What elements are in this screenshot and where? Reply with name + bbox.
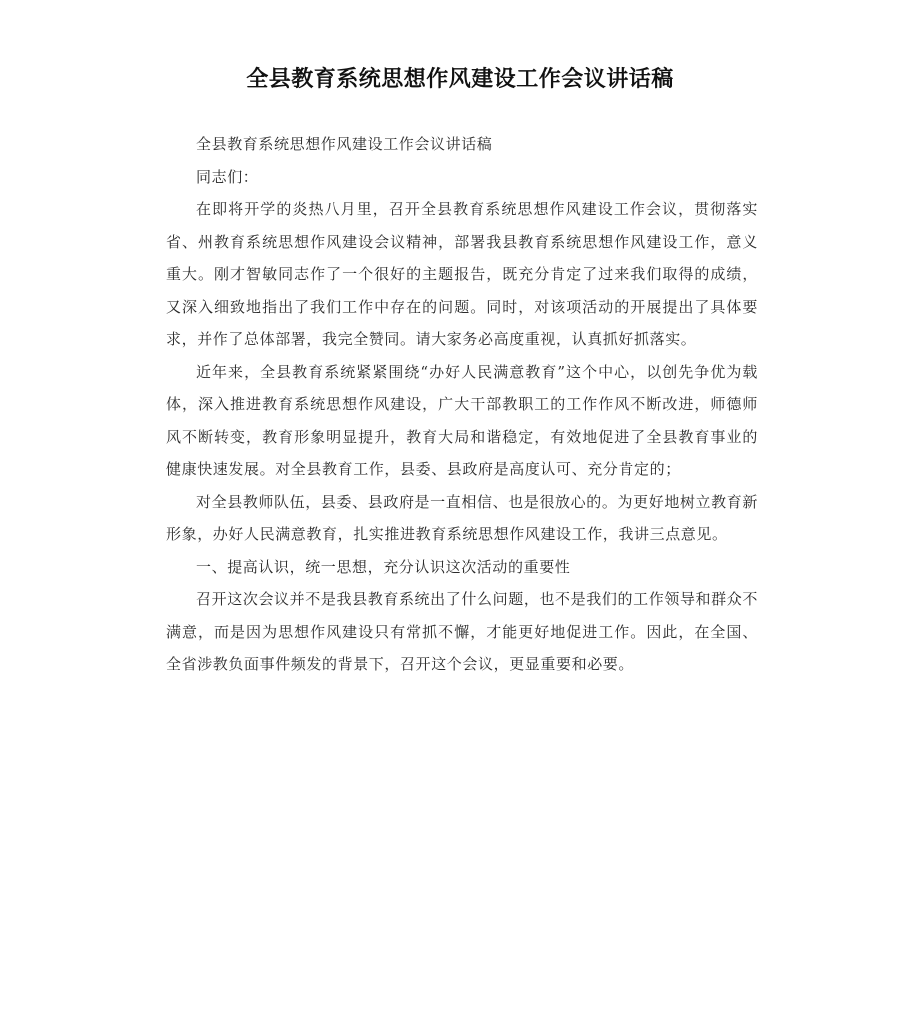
paragraph-teacher-team: 对全县教师队伍，县委、县政府是一直相信、也是很放心的。为更好地树立教育新形象，办好人民满意教育，扎实推进教育系统思想作风建设工作，我讲三点意见。: [166, 492, 758, 543]
paragraph-salutation: 同志们：: [196, 167, 259, 186]
paragraph-subtitle: 全县教育系统思想作风建设工作会议讲话稿: [196, 135, 493, 153]
document-body: [166, 128, 758, 681]
section-heading-one: 一、提高认识，统一思想，充分认识这次活动的重要性: [196, 557, 571, 576]
paragraph-meeting-reason: 召开这次会议并不是我县教育系统出了什么问题，也不是我们的工作领导和群众不满意，而是因为思想作风建设只有常抓不懈，才能更好地促进工作。因此，在全国、全省涉教负面事件频发的背景下，召开这个会议，更显重要和必要。: [166, 590, 758, 673]
paragraph-recent-years: 近年来，全县教育系统紧紧围绕“办好人民满意教育”这个中心，以创先争优为载体，深入推进教育系统思想作风建设，广大干部教职工的工作作风不断改进，师德师风不断转变，教育形象明显提升，教育大局和谐稳定，有效地促进了全县教育事业的健康快速发展。对全县教育工作，县委、县政府是高度认可、充分肯定的；: [166, 362, 758, 478]
paragraph-opening: 在即将开学的炎热八月里，召开全县教育系统思想作风建设工作会议，贯彻落实省、州教育系统思想作风建设会议精神，部署我县教育系统思想作风建设工作，意义重大。刚才智敏同志作了一个很好的主题报告，既充分肯定了过来我们取得的成绩，又深入细致地指出了我们工作中存在的问题。同时，对该项活动的开展提出了具体要求，并作了总体部署，我完全赞同。请大家务必高度重视，认真抓好抓落实。: [166, 200, 758, 348]
document-title: 全县教育系统思想作风建设工作会议讲话稿: [246, 67, 674, 92]
